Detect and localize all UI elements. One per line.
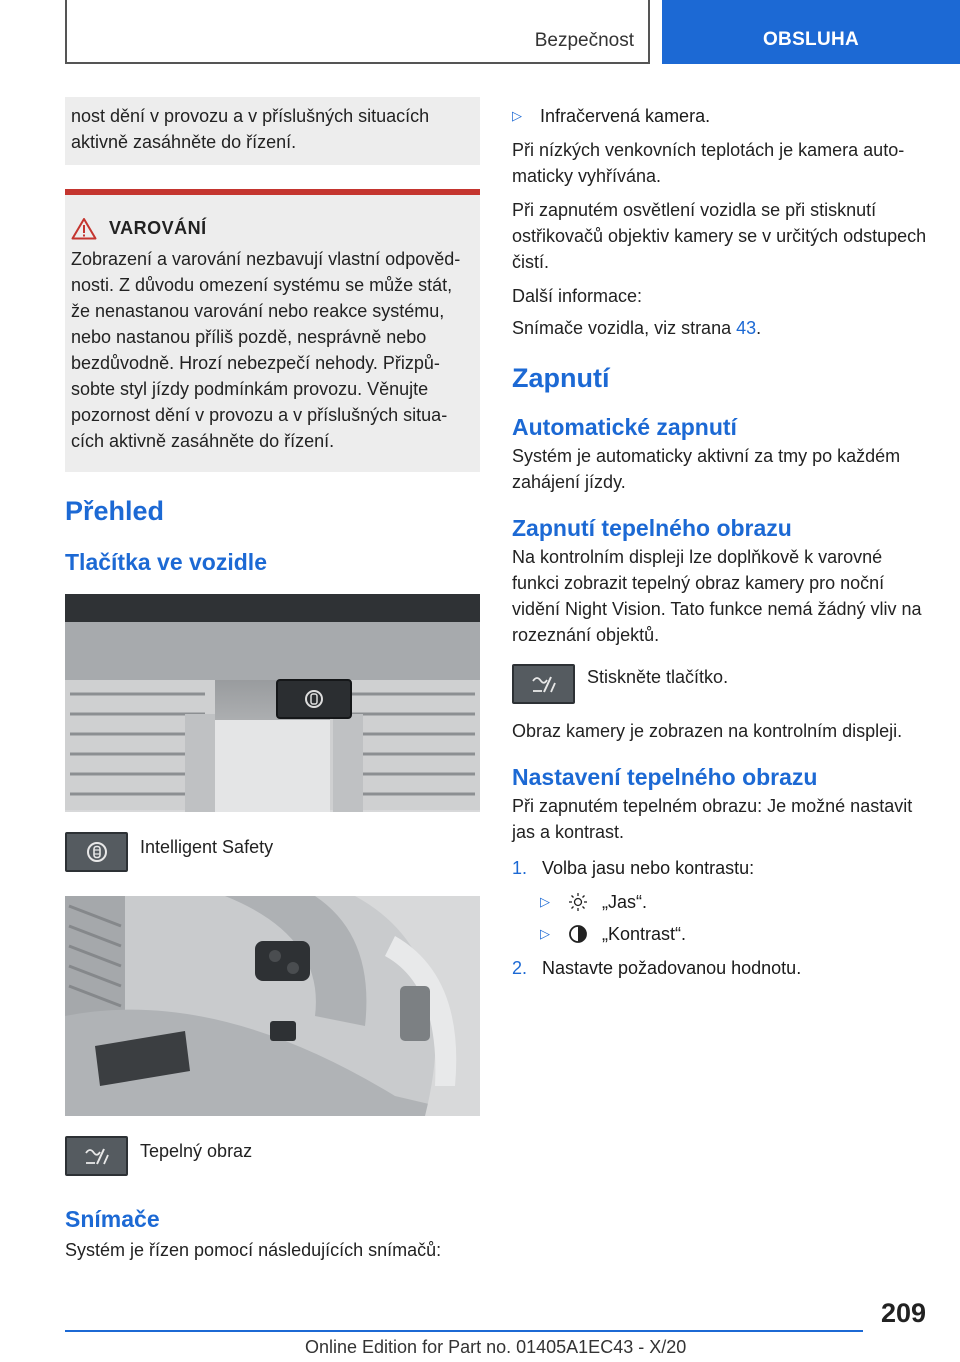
brightness-icon <box>568 892 588 912</box>
header-section-title: Bezpečnost <box>534 30 634 51</box>
substep-contrast-text: „Kontrast“. <box>602 924 687 944</box>
settings-text: Při zapnutém tepelném obrazu: Je možné nastavit jas a kontrast. <box>512 796 913 842</box>
header-frame <box>65 0 650 64</box>
press-button-row <box>512 664 927 704</box>
thermal-image-button-row <box>65 1136 480 1176</box>
heading-auto-on: Automatické zapnutí <box>512 414 737 440</box>
steering-column-photo <box>65 896 480 1116</box>
cleaning-text: Při zapnutém osvětlení vozidla se při stisknutí ostřikovačů objektiv kamery se v určitých odstupech čistí. <box>512 200 927 272</box>
substep-contrast <box>512 921 927 947</box>
step-2-number: 2. <box>512 958 528 978</box>
contrast-icon <box>568 924 588 944</box>
right-column <box>512 97 927 981</box>
step-2-text: Nastavte požadovanou hodnotu. <box>542 958 802 978</box>
reference-prefix: Snímače vozidla, viz strana <box>512 318 737 338</box>
chapter-tab-label: OBSLUHA <box>762 29 860 50</box>
heading-sensors: Snímače <box>65 1206 160 1232</box>
heading-overview: Přehled <box>65 496 165 526</box>
edition-text: Online Edition for Part no. 01405A1EC43 - X/20 <box>305 1337 687 1357</box>
left-column <box>65 97 480 1263</box>
bullet-marker: ▷ <box>540 926 550 941</box>
sensor-bullet <box>512 97 927 129</box>
step-1-number: 1. <box>512 858 528 878</box>
substep-brightness <box>512 889 927 915</box>
intelligent-safety-button-row <box>65 832 480 872</box>
step-2 <box>512 955 927 981</box>
intelligent-safety-icon <box>85 840 109 864</box>
footer-rule <box>65 1330 863 1332</box>
intelligent-safety-button <box>65 832 128 872</box>
warning-box <box>65 189 480 472</box>
night-vision-icon <box>82 1145 112 1167</box>
step-1 <box>512 855 927 881</box>
continued-warning-text: nost dění v provozu a v příslušných situacích aktivně zasáhněte do řízení. <box>71 106 430 152</box>
step-1-text: Volba jasu nebo kontrastu: <box>542 858 755 878</box>
intelligent-safety-label: Intelligent Safety <box>140 837 274 857</box>
heading-settings: Nastavení tepelného obrazu <box>512 764 818 790</box>
heating-text: Při nízkých venkovních teplotách je kamera automaticky vyhřívána. <box>512 140 905 186</box>
warning-text: Zobrazení a varování nezbavují vlastní odpovědnosti. Z důvodu omezení systému se může stát, že nenastanou varování nebo reakce systému, nebo nastanou příliš pozdě, nesprávně nebo bezdůvodně. Hrozí nebezpečí nehody. Přizpůsobte styl jízdy podmínkám provozu. Věnujte pozornost dění v provozu a v příslušných situacích aktivně zasáhněte do řízení. <box>71 249 461 451</box>
auto-on-text: Systém je automaticky aktivní za tmy po každém zahájení jízdy. <box>512 446 901 492</box>
more-info-text: Další informace: <box>512 286 643 306</box>
bullet-marker: ▷ <box>540 894 550 909</box>
dashboard-vents-photo <box>65 594 480 812</box>
sensor-bullet-text: Infračervená kamera. <box>540 106 711 126</box>
warning-triangle-icon <box>71 217 97 240</box>
thermal-image-label: Tepelný obraz <box>140 1141 253 1161</box>
heading-switch-on: Zapnutí <box>512 363 610 393</box>
page-number: 209 <box>880 1298 926 1328</box>
sensors-text: Systém je řízen pomocí následujících snímačů: <box>65 1240 442 1260</box>
continued-warning-box <box>65 97 480 165</box>
reference-suffix: . <box>756 318 762 338</box>
press-button-text: Stiskněte tlačítko. <box>587 667 729 687</box>
heading-buttons: Tlačítka ve vozidle <box>65 549 267 575</box>
heading-thermal-on: Zapnutí tepelného obrazu <box>512 515 792 541</box>
reference-text <box>512 315 927 341</box>
warning-header <box>71 217 474 240</box>
night-vision-icon <box>529 673 559 695</box>
thermal-image-button-small <box>512 664 575 704</box>
substep-brightness-text: „Jas“. <box>602 892 647 912</box>
warning-title: VAROVÁNÍ <box>109 218 207 238</box>
camera-shown-text: Obraz kamery je zobrazen na kontrolním displeji. <box>512 721 903 741</box>
page-reference-link[interactable]: 43 <box>736 318 757 338</box>
bullet-marker: ▷ <box>512 108 522 123</box>
thermal-image-button <box>65 1136 128 1176</box>
thermal-on-text: Na kontrolním displeji lze doplňkově k varovné funkci zobrazit tepelný obraz kamery pro noční vidění Night Vision. Tato funkce nemá žádný vliv na rozeznání objektů. <box>512 547 922 645</box>
header-chapter-tab <box>662 0 960 64</box>
